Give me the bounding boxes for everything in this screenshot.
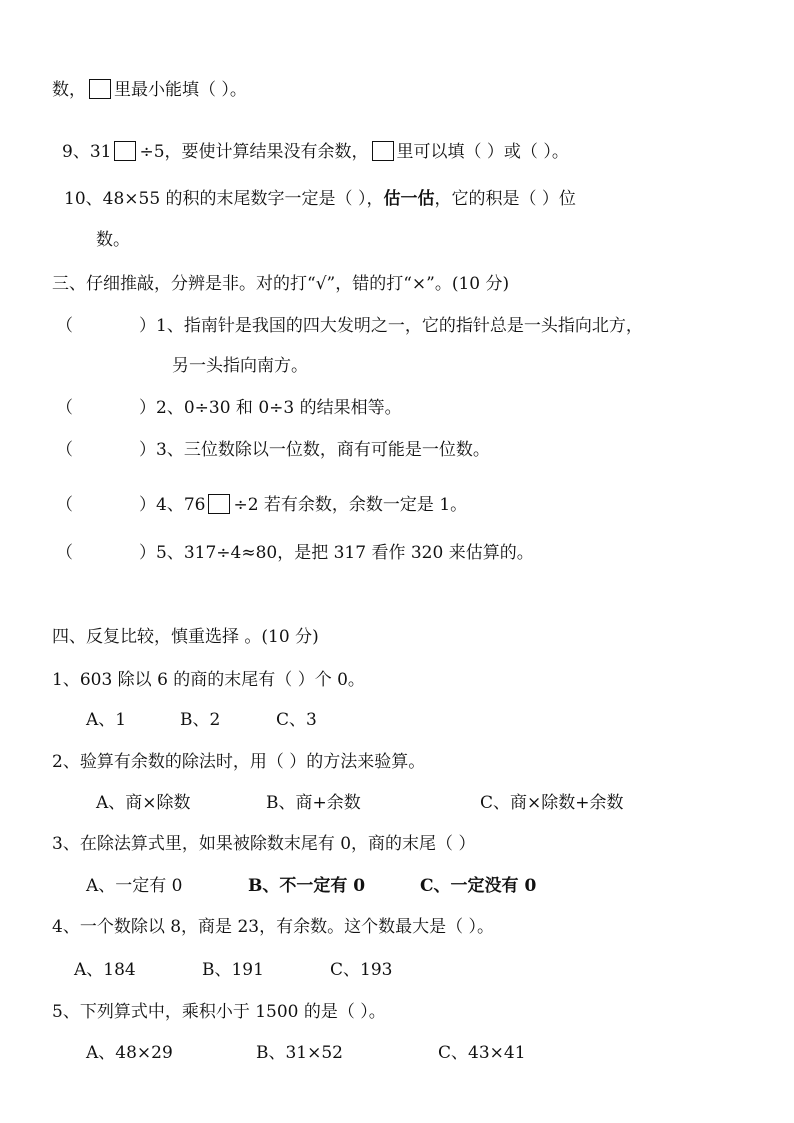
mc-option-a[interactable]: A、184 [74,960,136,980]
tf-item-5 [56,541,534,565]
mc-question-3: 3、在除法算式里，如果被除数末尾有 0，商的末尾（ ） [52,834,476,854]
tf-item-4 [56,493,467,517]
mc-question-4: 4、一个数除以 8，商是 23，有余数。这个数最大是（ ）。 [52,917,494,937]
question-9 [62,140,569,164]
mc-option-b[interactable]: B、191 [202,960,264,980]
answer-box[interactable] [208,494,230,514]
tf-text: 2、0÷30 和 0÷3 的结果相等。 [156,398,402,418]
tf-open-paren: （ [56,543,73,563]
section-4-title: 四、反复比较，慎重选择 。(10 分) [52,627,319,647]
mc-option-b[interactable]: B、2 [180,710,221,730]
mc-option-c[interactable]: C、3 [276,710,317,730]
q10-text-b: 估一估 [383,189,435,209]
tf-open-paren: （ [56,495,73,515]
tf-close-paren: ） [139,316,156,336]
mc-option-a[interactable]: A、一定有 0 [86,876,183,896]
q8-tail-text-b: 里最小能填（ ）。 [114,80,247,100]
mc-option-a[interactable]: A、商×除数 [96,793,191,813]
tf-text: 1、指南针是我国的四大发明之一，它的指针总是一头指向北方， [156,316,643,336]
tf-item-1 [56,314,643,338]
mc-option-b[interactable]: B、31×52 [256,1043,344,1063]
q10-text-a: 10、48×55 的积的末尾数字一定是（ ）， [64,189,384,209]
q10-text-c: ，它的积是（ ）位 [434,189,576,209]
mc-option-b[interactable]: B、商+余数 [266,793,361,813]
tf-text: 5、317÷4≈80，是把 317 看作 320 来估算的。 [156,543,534,563]
tf-text: 3、三位数除以一位数，商有可能是一位数。 [156,440,490,460]
mc-option-c[interactable]: C、193 [330,960,393,980]
question-10-cont: 数。 [96,230,130,250]
tf-open-paren: （ [56,440,73,460]
tf-close-paren: ） [139,440,156,460]
mc-option-b[interactable]: B、不一定有 0 [248,876,366,896]
tf-open-paren: （ [56,316,73,336]
mc-question-1: 1、603 除以 6 的商的末尾有（ ）个 0。 [52,670,365,690]
tf-item-3 [56,438,490,462]
question-10 [64,187,576,211]
q8-tail [52,78,247,102]
tf-item-2 [56,396,402,420]
q9-text-a: 9、31 [62,142,112,162]
tf-close-paren: ） [139,495,156,515]
q9-text-c: 里可以填（ ）或（ ）。 [396,142,569,162]
answer-box[interactable] [372,141,394,161]
q8-tail-text-a: 数， [52,80,86,100]
mc-question-2: 2、验算有余数的除法时，用（ ）的方法来验算。 [52,752,426,772]
section-3-title: 三、仔细推敲，分辨是非。对的打“√”，错的打“×”。(10 分) [52,274,510,294]
mc-option-c[interactable]: C、一定没有 0 [420,876,537,896]
answer-box[interactable] [114,141,136,161]
mc-question-5: 5、下列算式中，乘积小于 1500 的是（ ）。 [52,1002,386,1022]
tf-item-1-cont: 另一头指向南方。 [172,356,308,376]
tf-close-paren: ） [139,543,156,563]
answer-box[interactable] [89,79,111,99]
mc-option-c[interactable]: C、商×除数+余数 [480,793,624,813]
mc-option-a[interactable]: A、48×29 [86,1043,173,1063]
mc-option-c[interactable]: C、43×41 [438,1043,526,1063]
mc-option-a[interactable]: A、1 [86,710,127,730]
tf-close-paren: ） [139,398,156,418]
tf-text-a: 4、76 [156,495,206,515]
tf-open-paren: （ [56,398,73,418]
q9-text-b: ÷5，要使计算结果没有余数， [139,142,369,162]
tf-text-b: ÷2 若有余数，余数一定是 1。 [233,495,468,515]
